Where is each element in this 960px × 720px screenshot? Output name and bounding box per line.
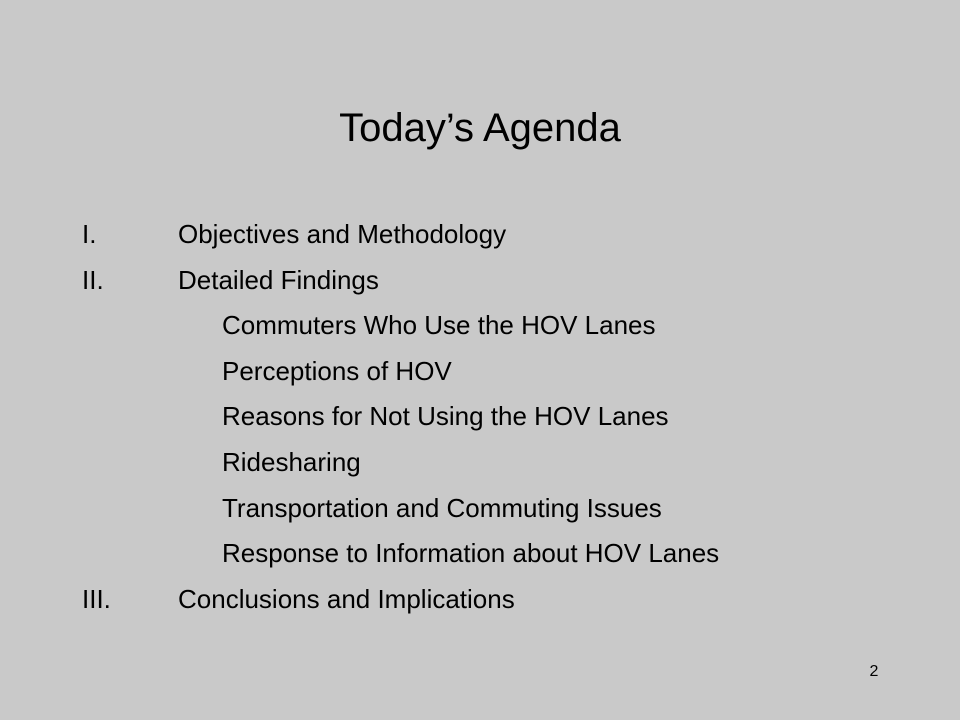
agenda-item-findings [82, 258, 932, 304]
agenda-numeral: III. [82, 583, 111, 614]
agenda-subitem-text: Response to Information about HOV Lanes [222, 538, 720, 569]
agenda-subitem-commuters [82, 303, 932, 349]
agenda-subitem-response [82, 531, 932, 577]
agenda-subitem-text: Transportation and Commuting Issues [222, 492, 662, 523]
agenda-item-text: Objectives and Methodology [178, 219, 507, 249]
agenda-numeral: I. [82, 219, 97, 249]
agenda-item-objectives [82, 212, 932, 258]
agenda-item-text: Conclusions and Implications [178, 583, 515, 614]
agenda-list [82, 212, 932, 622]
slide-title: Today’s Agenda [339, 106, 621, 150]
agenda-item-text: Detailed Findings [178, 264, 379, 295]
agenda-subitem-perceptions [82, 349, 932, 395]
agenda-subitem-reasons [82, 394, 932, 440]
agenda-subitem-text: Ridesharing [222, 446, 361, 477]
page-number: 2 [869, 663, 879, 680]
agenda-subitem-text: Perceptions of HOV [222, 355, 452, 386]
agenda-numeral: II. [82, 264, 104, 295]
agenda-subitem-ridesharing [82, 440, 932, 486]
agenda-subitem-transportation [82, 486, 932, 532]
agenda-subitem-text: Commuters Who Use the HOV Lanes [222, 310, 656, 341]
agenda-item-conclusions [82, 577, 932, 623]
agenda-subitem-text: Reasons for Not Using the HOV Lanes [222, 401, 669, 432]
